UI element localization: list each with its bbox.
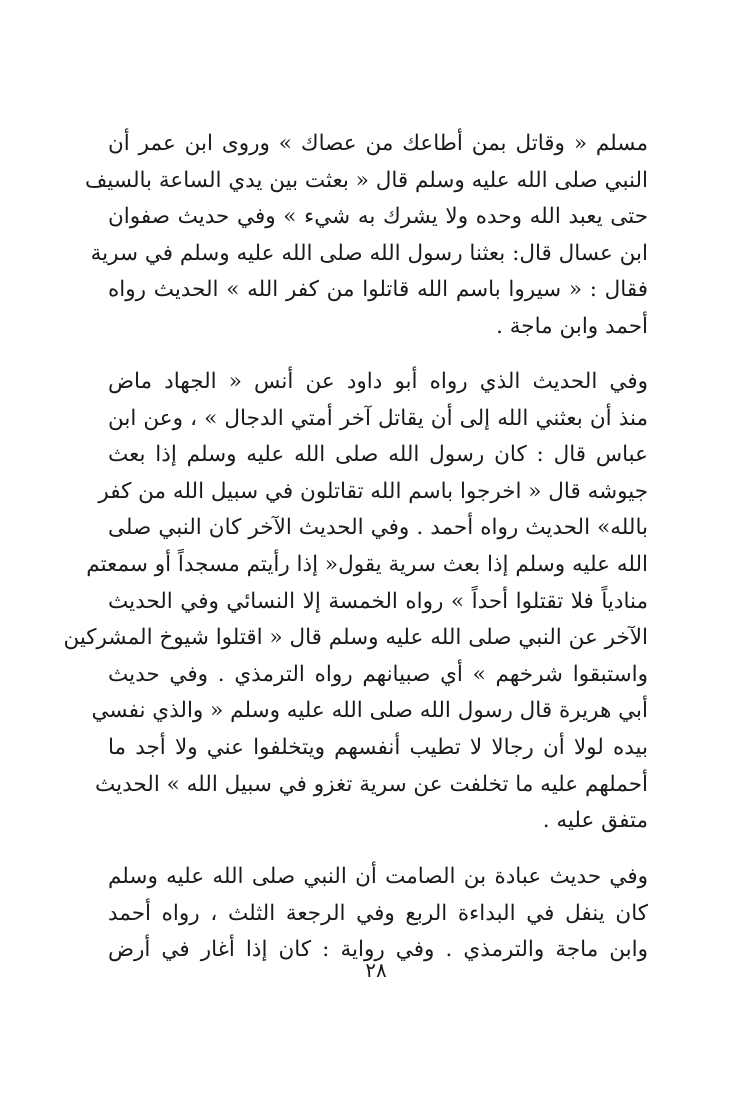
text-line: كان ينفل في البداءة الربع وفي الرجعة الثلث ، رواه أحمد <box>108 900 648 926</box>
paragraph-1 <box>85 126 648 346</box>
text-line: النبي صلى الله عليه وسلم قال « بعثت بين يدي الساعة بالسيف <box>85 167 648 193</box>
text-line: وابن ماجة والترمذي . وفي رواية : كان إذا أغار في أرض <box>108 937 648 963</box>
text-line: فقال : « سيروا باسم الله قاتلوا من كفر الله » الحديث رواه <box>108 277 648 303</box>
text-line: أحملهم عليه ما تخلفت عن سرية تغزو في سبيل الله » الحديث <box>95 771 648 797</box>
text-line: جيوشه قال « اخرجوا باسم الله تقاتلون في سبيل الله من كفر <box>98 478 648 504</box>
text-line: الآخر عن النبي صلى الله عليه وسلم قال « اقتلوا شيوخ المشركين <box>63 625 648 651</box>
page-number: ٢٨ <box>365 958 387 982</box>
text-line: واستبقوا شرخهم » أي صبيانهم رواه الترمذي . وفي حديث <box>108 661 648 687</box>
text-line: حتى يعبد الله وحده ولا يشرك به شيء » وفي حديث صفوان <box>108 204 648 230</box>
text-line: متفق عليه . <box>542 808 648 834</box>
text-line: منادياً فلا تقتلوا أحداً » رواه الخمسة إلا النسائي وفي الحديث <box>108 588 648 614</box>
text-line: ابن عسال قال: بعثنا رسول الله صلى الله عليه وسلم في سرية <box>90 240 648 266</box>
text-line: وفي حديث عبادة بن الصامت أن النبي صلى الله عليه وسلم <box>108 864 648 889</box>
text-line: منذ أن بعثني الله إلى أن يقاتل آخر أمتي الدجال » ، وعن ابن <box>108 405 648 431</box>
text-line: الله عليه وسلم إذا بعث سرية يقول« إذا رأيتم مسجداً أو سمعتم <box>86 551 648 577</box>
text-line: أحمد وابن ماجة . <box>496 313 648 339</box>
paragraph-2 <box>63 364 648 840</box>
text-line: عباس قال : كان رسول الله صلى الله عليه وسلم إذا بعث <box>108 442 648 468</box>
text-line: وفي الحديث الذي رواه أبو داود عن أنس « الجهاد ماض <box>108 369 648 394</box>
text-line: بيده لولا أن رجالا لا تطيب أنفسهم ويتخلفوا عني ولا أجد ما <box>108 734 648 760</box>
text-line: أبي هريرة قال رسول الله صلى الله عليه وسلم « والذي نفسي <box>91 698 648 724</box>
text-line: مسلم « وقاتل بمن أطاعك من عصاك » وروى ابن عمر أن <box>108 131 648 156</box>
text-line: بالله» الحديث رواه أحمد . وفي الحديث الآخر كان النبي صلى <box>108 515 648 541</box>
paragraph-3 <box>108 859 648 969</box>
